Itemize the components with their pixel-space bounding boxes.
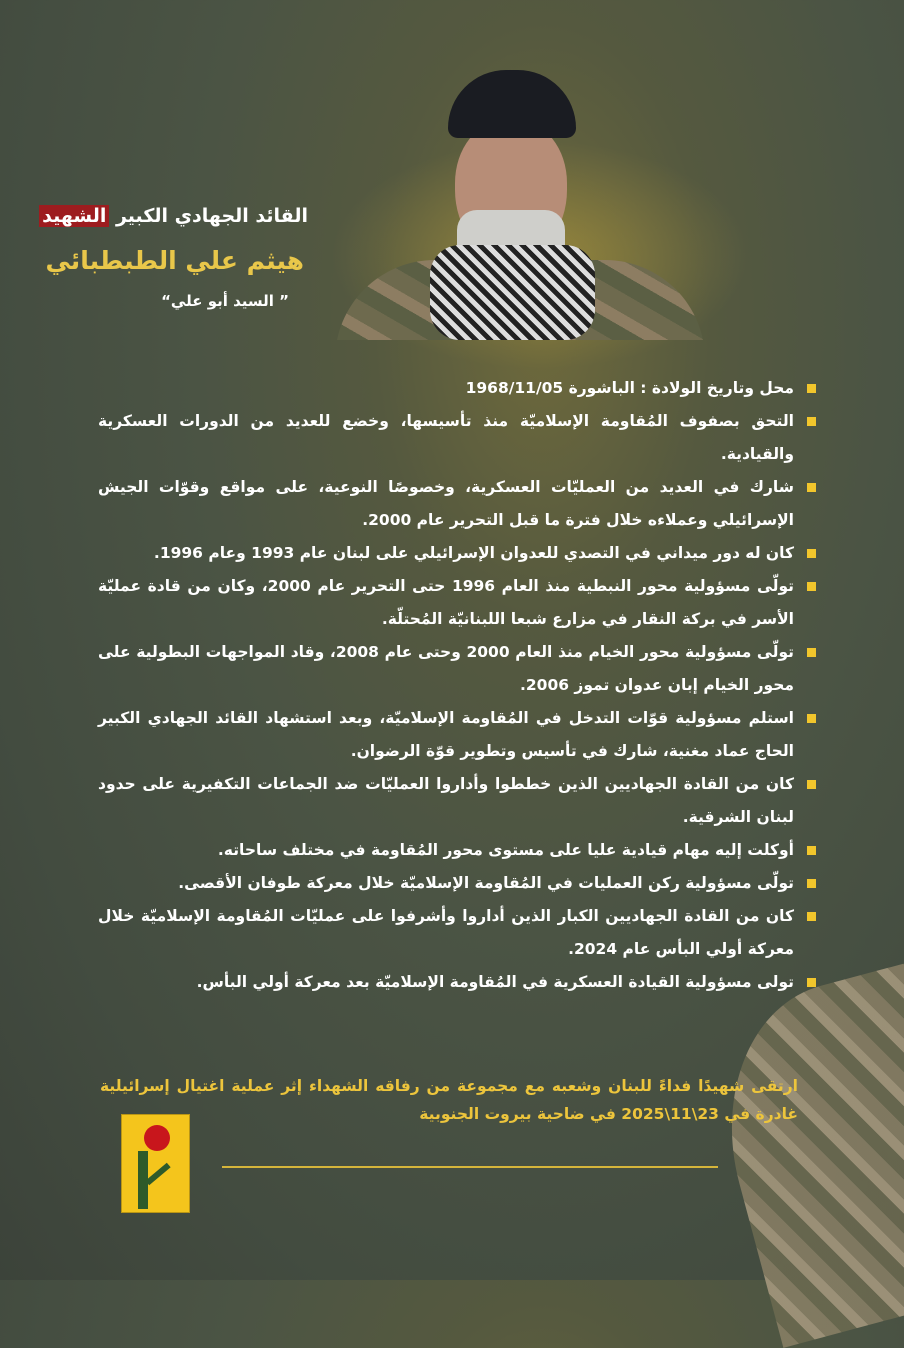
- list-item: التحق بصفوف المُقاومة الإسلاميّة منذ تأسيسها، وخضع للعديد من الدورات العسكرية والقيادية.: [98, 405, 818, 471]
- title-badge: الشهيد: [39, 205, 109, 227]
- biography-list: [98, 372, 818, 999]
- list-item: محل وتاريخ الولادة : الباشورة 1968/11/05: [98, 372, 818, 405]
- nickname: ” السيد أبو علي“: [161, 292, 289, 310]
- bullet-square-icon: [807, 879, 816, 888]
- martyrdom-statement: ارتقى شهيدًا فداءً للبنان وشعبه مع مجموعة من رفاقه الشهداء إثر عملية اغتيال إسرائيلية غادرة في 23\11\2025 في ضاحية بيروت الجنوبية: [100, 1077, 798, 1123]
- logo-rifle: [145, 1163, 170, 1186]
- bullet-square-icon: [807, 780, 816, 789]
- bullet-square-icon: [807, 384, 816, 393]
- list-item: استلم مسؤولية قوّات التدخل في المُقاومة الإسلاميّة، وبعد استشهاد القائد الجهادي الكبير الحاج عماد مغنية، شارك في تأسيس وتطوير قوّة الرضوان.: [98, 702, 818, 768]
- bullet-square-icon: [807, 582, 816, 591]
- logo-globe: [144, 1125, 170, 1151]
- bullet-square-icon: [807, 714, 816, 723]
- keffiyeh-scarf: [430, 245, 595, 340]
- organization-logo: [121, 1114, 190, 1213]
- list-item: شارك في العديد من العمليّات العسكرية، وخصوصًا النوعية، على مواقع وقوّات الجيش الإسرائيلي وعملاءه خلال فترة ما قبل التحرير عام 2000.: [98, 471, 818, 537]
- person-name: هيثم علي الطبطبائي: [45, 246, 304, 275]
- bullet-square-icon: [807, 912, 816, 921]
- cap: [448, 70, 576, 138]
- list-item: كان من القادة الجهاديين الكبار الذين أداروا وأشرفوا على عمليّات المُقاومة الإسلاميّة خلال معركة أولي البأس عام 2024.: [98, 900, 818, 966]
- list-item: كان له دور ميداني في التصدي للعدوان الإسرائيلي على لبنان عام 1993 وعام 1996.: [98, 537, 818, 570]
- bullet-square-icon: [807, 978, 816, 987]
- divider-line: [222, 1166, 718, 1168]
- portrait-photo: [335, 70, 705, 340]
- list-item: أوكلت إليه مهام قيادية عليا على مستوى محور المُقاومة في مختلف ساحاته.: [98, 834, 818, 867]
- title-line: [39, 205, 308, 227]
- bullet-square-icon: [807, 846, 816, 855]
- list-item: كان من القادة الجهاديين الذين خططوا وأداروا العمليّات ضد الجماعات التكفيرية على حدود لبنان الشرقية.: [98, 768, 818, 834]
- list-item: تولّى مسؤولية محور النبطية منذ العام 1996 حتى التحرير عام 2000، وكان من قادة عمليّة الأسر في بركة النقار في مزارع شبعا اللبنانيّة المُحتلّة.: [98, 570, 818, 636]
- bullet-square-icon: [807, 549, 816, 558]
- camouflage-decoration: [695, 952, 904, 1348]
- bullet-square-icon: [807, 417, 816, 426]
- list-item: تولّى مسؤولية محور الخيام منذ العام 2000 وحتى عام 2008، وقاد المواجهات البطولية على محور الخيام إبان عدوان تموز 2006.: [98, 636, 818, 702]
- bullet-square-icon: [807, 483, 816, 492]
- bullet-square-icon: [807, 648, 816, 657]
- list-item: تولى مسؤولية القيادة العسكرية في المُقاومة الإسلاميّة بعد معركة أولي البأس.: [98, 966, 818, 999]
- list-item: تولّى مسؤولية ركن العمليات في المُقاومة الإسلاميّة خلال معركة طوفان الأقصى.: [98, 867, 818, 900]
- title-prefix: القائد الجهادي الكبير: [115, 205, 308, 227]
